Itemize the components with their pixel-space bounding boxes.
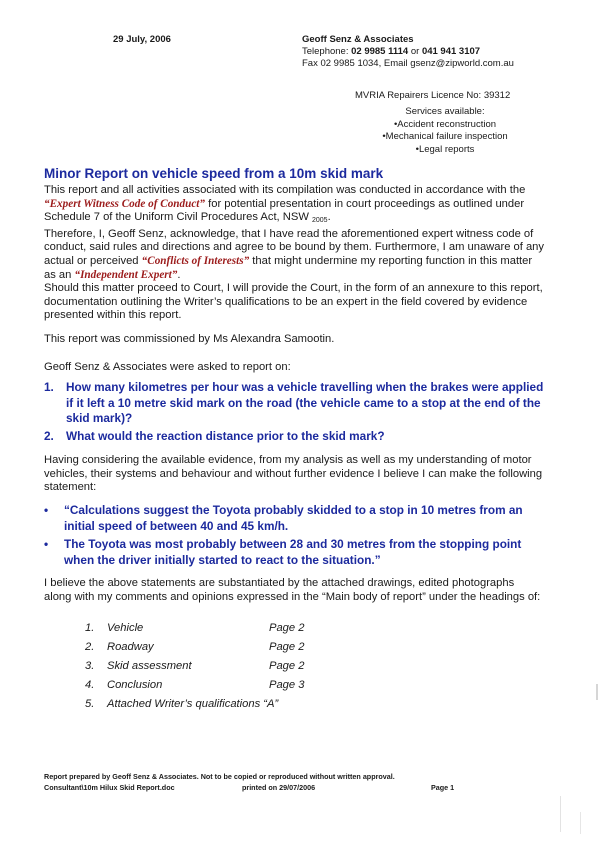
intro-paragraph	[44, 184, 544, 323]
services-list	[360, 119, 530, 157]
heading-row	[85, 641, 385, 660]
heading-number: 3.	[85, 660, 95, 672]
heading-label: Vehicle	[107, 622, 144, 634]
question-text: What would the reaction distance prior to the skid mark?	[66, 429, 385, 443]
or-text: or	[408, 46, 422, 57]
fax-email-line: Fax 02 9985 1034, Email gsenz@zipworld.com.au	[302, 58, 514, 69]
scan-mark	[596, 684, 598, 700]
footer-page: Page 1	[431, 783, 455, 792]
heading-label: Roadway	[107, 641, 154, 653]
heading-page: Page 2	[269, 622, 305, 634]
code-of-conduct-emphasis: “Expert Witness Code of Conduct”	[44, 197, 205, 210]
question-item	[44, 380, 544, 428]
heading-page: Page 2	[269, 660, 305, 672]
report-title: Minor Report on vehicle speed from a 10m skid mark	[44, 166, 384, 181]
heading-row	[85, 679, 385, 698]
telephone-label: Telephone:	[302, 46, 352, 57]
statement-text: The Toyota was most probably between 28 and 30 metres from the stopping point when the driver initially started to react to the situation.”	[64, 537, 522, 567]
headings-list	[85, 622, 385, 717]
statement-text: “Calculations suggest the Toyota probably skidded to a stop in 10 metres from an initial speed of between 40 and 45 km/h.	[64, 503, 523, 533]
footer-printed: printed on 29/07/2006	[242, 783, 316, 792]
intro-text: for potential presentation in court proceedings as outlined under Schedule 7 of the Uniform Civil Procedures Act, NSW	[44, 197, 525, 224]
services-title: Services available:	[405, 106, 485, 117]
telephone-line	[302, 46, 514, 58]
footer-meta	[44, 783, 464, 793]
company-name: Geoff Senz & Associates	[302, 34, 414, 45]
question-number: 2.	[44, 429, 54, 443]
heading-row	[85, 698, 385, 717]
heading-number: 1.	[85, 622, 95, 634]
heading-label: Skid assessment	[107, 660, 192, 672]
heading-number: 5.	[85, 698, 95, 710]
statement-item	[44, 537, 544, 569]
heading-number: 4.	[85, 679, 95, 691]
heading-label: Attached Writer’s qualifications “A”	[107, 698, 279, 710]
heading-label: Conclusion	[107, 679, 163, 691]
court-text: Should this matter proceed to Court, I will provide the Court, in the form of an annexure to this report, documentation outlining the Writer’s qualifications to be an expert in the field covered by evidence presented within this report.	[44, 282, 543, 322]
asked-paragraph: Geoff Senz & Associates were asked to report on:	[44, 361, 291, 373]
service-item: • Legal reports	[360, 144, 530, 157]
mobile-number: 041 941 3107	[421, 46, 481, 57]
statement-item	[44, 503, 544, 535]
heading-number: 2.	[85, 641, 95, 653]
bullet-icon: •	[44, 537, 49, 551]
heading-row	[85, 622, 385, 641]
telephone-number: 02 9985 1114	[351, 46, 409, 57]
report-date: 29 July, 2006	[113, 34, 171, 45]
heading-page: Page 2	[269, 641, 305, 653]
question-number: 1.	[44, 380, 54, 394]
scan-mark	[580, 812, 581, 834]
heading-row	[85, 660, 385, 679]
services-block	[360, 106, 530, 156]
independent-expert-emphasis: “Independent Expert”	[74, 268, 178, 281]
heading-page: Page 3	[269, 679, 305, 691]
question-item	[44, 429, 544, 447]
commissioned-paragraph: This report was commissioned by Ms Alexandra Samootin.	[44, 333, 335, 345]
acknowledgement-text: that might undermine my reporting function in this matter as an	[44, 254, 533, 281]
acknowledgement-text: .	[177, 268, 181, 281]
intro-text: This report and all activities associated with its compilation was conducted in accordance with the	[44, 184, 526, 196]
service-item: • Mechanical failure inspection	[360, 131, 530, 144]
substantiated-paragraph: I believe the above statements are substantiated by the attached drawings, edited photographs along with my comments and opinions expressed in the “Main body of report” under the headings of:	[44, 577, 541, 603]
licence-number: MVRIA Repairers Licence No: 39312	[355, 90, 511, 101]
footer-disclaimer: Report prepared by Geoff Senz & Associates. Not to be copied or reproduced without written approval.	[44, 772, 395, 781]
act-year: 2005	[312, 217, 328, 225]
question-text: How many kilometres per hour was a vehicle travelling when the brakes were applied if it left a 10 metre skid mark on the road (the vehicle came to a stop at the end of the skid mark)?	[66, 380, 544, 425]
intro-text: .	[327, 211, 331, 224]
footer-file: Consultant\10m Hilux Skid Report.doc	[44, 783, 175, 792]
scan-mark	[560, 796, 561, 832]
bullet-icon: •	[44, 503, 49, 517]
having-paragraph: Having considering the available evidence, from my analysis as well as my understanding of motor vehicles, their systems and behaviour and without further evidence I believe I can make the following statement:	[44, 454, 543, 494]
acknowledgement-text: Therefore, I, Geoff Senz, acknowledge, that I have read the aforementioned expert witness code of conduct, said rules and directions and agree to be bound by them. Furthermore, I am unaware of any actual or perceived	[44, 227, 544, 267]
conflicts-emphasis: “Conflicts of Interests”	[141, 254, 250, 267]
company-contact	[302, 34, 514, 70]
service-item: • Accident reconstruction	[360, 119, 530, 132]
